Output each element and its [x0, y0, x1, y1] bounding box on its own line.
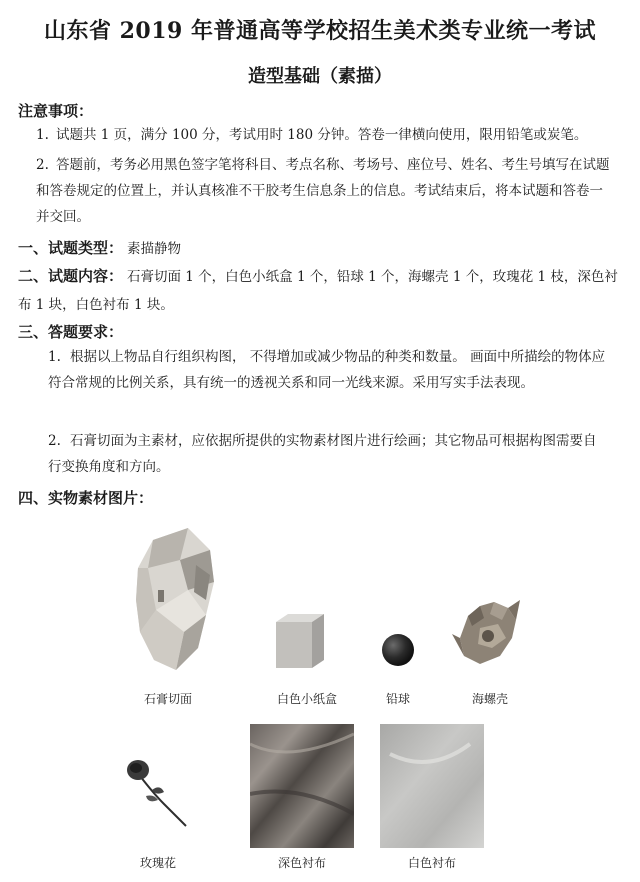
- notice-item-number: 2.: [36, 157, 49, 173]
- lead-ball-image: [380, 632, 416, 668]
- rose-image: [124, 754, 194, 830]
- caption-dark-cloth: 深色衬布: [277, 856, 326, 870]
- dark-cloth-image: [250, 724, 354, 848]
- caption-shell: 海螺壳: [471, 692, 508, 706]
- notice-item-text: 试题共 1 页，满分 100 分，考试用时 180 分钟。答卷一律横向使用，限用铅笔或炭笔。: [56, 127, 588, 143]
- caption-box: 白色小纸盒: [276, 692, 337, 706]
- section-content-label: 二、试题内容：: [18, 267, 124, 285]
- requirement-number: 2.: [48, 433, 61, 449]
- section-type-label: 一、试题类型：: [18, 239, 124, 257]
- caption-plaster: 石膏切面: [143, 692, 192, 706]
- notice-heading: 注意事项：: [18, 102, 94, 120]
- plaster-head-image: [118, 520, 228, 680]
- notice-item-number: 1.: [36, 127, 49, 143]
- section-content-text: 石膏切面 1 个，白色小纸盒 1 个，铅球 1 个，海螺壳 1 个，玫瑰花 1 枝，深色衬布 1 块，白色衬布 1 块。: [18, 269, 618, 313]
- conch-shell-image: [450, 598, 526, 670]
- exam-title: 山东省 2019 年普通高等学校招生美术类专业统一考试: [43, 18, 597, 44]
- section-requirements-label: 三、答题要求：: [18, 323, 124, 341]
- section-type-text: 素描静物: [127, 241, 182, 257]
- notice-item-text: 答题前，考务必用黑色签字笔将科目、考点名称、考场号、座位号、姓名、考生号填写在试题和答卷规定的位置上，并认真核准不干胶考生信息条上的信息。考试结束后，将本试题和答卷一并交回。: [36, 157, 610, 225]
- section-materials-label: 四、实物素材图片：: [18, 489, 154, 507]
- requirement-number: 1.: [48, 349, 61, 365]
- white-cloth-image: [380, 724, 484, 848]
- caption-white-cloth: 白色衬布: [407, 856, 456, 870]
- requirement-text: 根据以上物品自行组织构图， 不得增加或减少物品的种类和数量。 画面中所描绘的物体应符合常规的比例关系，具有统一的透视关系和同一光线来源。采用写实手法表现。: [48, 349, 606, 391]
- caption-rose: 玫瑰花: [139, 856, 176, 870]
- requirement-text: 石膏切面为主素材，应依据所提供的实物素材图片进行绘画；其它物品可根据构图需要自行变换角度和方向。: [48, 433, 597, 475]
- exam-subtitle: 造型基础（素描）: [248, 66, 392, 87]
- caption-ball: 铅球: [385, 692, 410, 706]
- white-box-image: [272, 612, 328, 672]
